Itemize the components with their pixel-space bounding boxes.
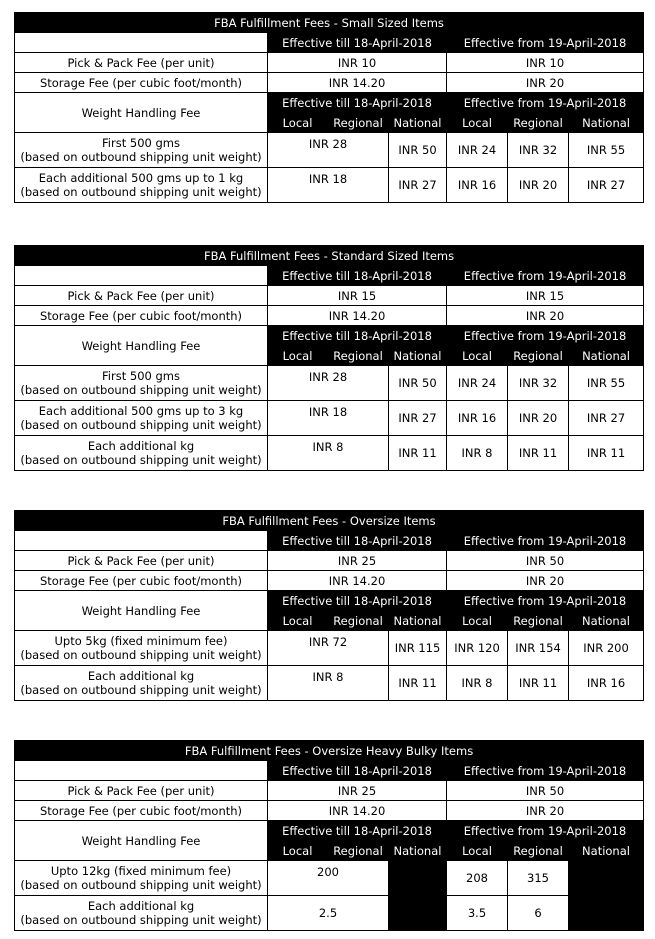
weight-row-label bbox=[15, 436, 268, 471]
from-regional-value: INR 32 bbox=[508, 133, 569, 168]
header-national: National bbox=[569, 346, 644, 366]
pick-pack-from-value: INR 10 bbox=[447, 53, 644, 73]
header-local: Local bbox=[268, 346, 328, 366]
till-national-value: INR 11 bbox=[389, 666, 447, 701]
header-national: National bbox=[569, 611, 644, 631]
weight-row-note: (based on outbound shipping unit weight) bbox=[20, 878, 262, 892]
weight-row-label bbox=[15, 631, 268, 666]
header-effective-from: Effective from 19-April-2018 bbox=[447, 33, 644, 53]
from-local-value: INR 120 bbox=[447, 631, 508, 666]
header-national: National bbox=[389, 346, 447, 366]
header-regional: Regional bbox=[328, 346, 389, 366]
pick-pack-from-value: INR 50 bbox=[447, 781, 644, 801]
small-items-fee-table bbox=[14, 12, 644, 203]
till-national-unavailable bbox=[389, 861, 447, 931]
from-national-unavailable bbox=[569, 861, 644, 931]
header-effective-till: Effective till 18-April-2018 bbox=[268, 326, 447, 346]
from-national-value: INR 55 bbox=[569, 133, 644, 168]
pick-pack-from-value: INR 15 bbox=[447, 286, 644, 306]
storage-from-value: INR 20 bbox=[447, 306, 644, 326]
from-regional-value: 315 bbox=[508, 861, 569, 896]
till-national-value: INR 50 bbox=[389, 366, 447, 401]
from-local-value: INR 24 bbox=[447, 366, 508, 401]
weight-row-title: Upto 12kg (fixed minimum fee) bbox=[50, 864, 232, 878]
till-local-regional-value: INR 18 bbox=[268, 401, 389, 436]
header-regional: Regional bbox=[508, 346, 569, 366]
table-title: FBA Fulfillment Fees - Oversize Items bbox=[15, 511, 644, 531]
storage-from-value: INR 20 bbox=[447, 73, 644, 93]
from-regional-value: INR 20 bbox=[508, 401, 569, 436]
header-national: National bbox=[389, 113, 447, 133]
header-effective-till: Effective till 18-April-2018 bbox=[268, 266, 447, 286]
pick-pack-from-value: INR 50 bbox=[447, 551, 644, 571]
header-effective-till: Effective till 18-April-2018 bbox=[268, 93, 447, 113]
from-local-value: INR 8 bbox=[447, 666, 508, 701]
blank-cell bbox=[15, 33, 268, 53]
till-local-regional-value: INR 8 bbox=[268, 436, 389, 471]
storage-till-value: INR 14.20 bbox=[268, 801, 447, 821]
header-national: National bbox=[569, 113, 644, 133]
header-effective-from: Effective from 19-April-2018 bbox=[447, 821, 644, 841]
till-local-regional-value: 2.5 bbox=[268, 896, 389, 931]
blank-cell bbox=[15, 531, 268, 551]
from-local-value: 208 bbox=[447, 861, 508, 896]
weight-row-note: (based on outbound shipping unit weight) bbox=[20, 150, 262, 164]
row-label-weight-handling: Weight Handling Fee bbox=[15, 821, 268, 861]
weight-row-note: (based on outbound shipping unit weight) bbox=[20, 185, 262, 199]
from-regional-value: INR 11 bbox=[508, 666, 569, 701]
from-national-value: INR 200 bbox=[569, 631, 644, 666]
row-label-storage: Storage Fee (per cubic foot/month) bbox=[15, 801, 268, 821]
weight-row-note: (based on outbound shipping unit weight) bbox=[20, 453, 262, 467]
pick-pack-till-value: INR 15 bbox=[268, 286, 447, 306]
till-national-value: INR 50 bbox=[389, 133, 447, 168]
from-national-value: INR 27 bbox=[569, 168, 644, 203]
from-national-value: INR 55 bbox=[569, 366, 644, 401]
pick-pack-till-value: INR 25 bbox=[268, 781, 447, 801]
header-local: Local bbox=[268, 841, 328, 861]
from-national-value: INR 16 bbox=[569, 666, 644, 701]
table-title: FBA Fulfillment Fees - Small Sized Items bbox=[15, 13, 644, 33]
header-local: Local bbox=[268, 611, 328, 631]
till-national-value: INR 11 bbox=[389, 436, 447, 471]
weight-row-label bbox=[15, 401, 268, 436]
till-local-regional-value: INR 72 bbox=[268, 631, 389, 666]
weight-row-title: Upto 5kg (fixed minimum fee) bbox=[54, 634, 228, 648]
till-local-regional-value: INR 18 bbox=[268, 168, 389, 203]
storage-from-value: INR 20 bbox=[447, 801, 644, 821]
blank-cell bbox=[15, 266, 268, 286]
header-regional: Regional bbox=[508, 841, 569, 861]
storage-from-value: INR 20 bbox=[447, 571, 644, 591]
storage-till-value: INR 14.20 bbox=[268, 73, 447, 93]
weight-row-note: (based on outbound shipping unit weight) bbox=[20, 913, 262, 927]
row-label-weight-handling: Weight Handling Fee bbox=[15, 93, 268, 133]
till-national-value: INR 27 bbox=[389, 168, 447, 203]
from-national-value: INR 11 bbox=[569, 436, 644, 471]
header-effective-from: Effective from 19-April-2018 bbox=[447, 326, 644, 346]
till-local-regional-value: INR 28 bbox=[268, 133, 389, 168]
header-local: Local bbox=[447, 841, 508, 861]
till-local-regional-value: 200 bbox=[268, 861, 389, 896]
from-regional-value: INR 20 bbox=[508, 168, 569, 203]
weight-row-note: (based on outbound shipping unit weight) bbox=[20, 418, 262, 432]
row-label-storage: Storage Fee (per cubic foot/month) bbox=[15, 73, 268, 93]
from-local-value: INR 24 bbox=[447, 133, 508, 168]
header-effective-from: Effective from 19-April-2018 bbox=[447, 761, 644, 781]
weight-row-title: Each additional kg bbox=[87, 439, 195, 453]
till-local-regional-value: INR 28 bbox=[268, 366, 389, 401]
header-effective-till: Effective till 18-April-2018 bbox=[268, 761, 447, 781]
header-local: Local bbox=[447, 611, 508, 631]
header-effective-till: Effective till 18-April-2018 bbox=[268, 821, 447, 841]
header-effective-till: Effective till 18-April-2018 bbox=[268, 591, 447, 611]
from-regional-value: INR 11 bbox=[508, 436, 569, 471]
row-label-pick-pack: Pick & Pack Fee (per unit) bbox=[15, 781, 268, 801]
header-national: National bbox=[569, 841, 644, 861]
header-regional: Regional bbox=[508, 113, 569, 133]
weight-row-title: Each additional 500 gms up to 1 kg bbox=[38, 171, 244, 185]
header-national: National bbox=[389, 841, 447, 861]
weight-row-title: Each additional kg bbox=[87, 669, 195, 683]
till-national-value: INR 27 bbox=[389, 401, 447, 436]
header-effective-from: Effective from 19-April-2018 bbox=[447, 591, 644, 611]
from-regional-value: 6 bbox=[508, 896, 569, 931]
weight-row-label bbox=[15, 896, 268, 931]
from-local-value: INR 16 bbox=[447, 401, 508, 436]
weight-row-label bbox=[15, 861, 268, 896]
weight-row-label bbox=[15, 666, 268, 701]
header-effective-from: Effective from 19-April-2018 bbox=[447, 266, 644, 286]
weight-row-title: Each additional kg bbox=[87, 899, 195, 913]
header-national: National bbox=[389, 611, 447, 631]
till-national-value: INR 115 bbox=[389, 631, 447, 666]
till-local-regional-value: INR 8 bbox=[268, 666, 389, 701]
header-regional: Regional bbox=[328, 113, 389, 133]
weight-row-title: First 500 gms bbox=[102, 136, 180, 150]
header-local: Local bbox=[268, 113, 328, 133]
pick-pack-till-value: INR 25 bbox=[268, 551, 447, 571]
row-label-weight-handling: Weight Handling Fee bbox=[15, 591, 268, 631]
weight-row-note: (based on outbound shipping unit weight) bbox=[20, 648, 262, 662]
table-title: FBA Fulfillment Fees - Standard Sized Items bbox=[15, 246, 644, 266]
from-local-value: INR 8 bbox=[447, 436, 508, 471]
row-label-storage: Storage Fee (per cubic foot/month) bbox=[15, 571, 268, 591]
weight-row-label bbox=[15, 133, 268, 168]
header-effective-from: Effective from 19-April-2018 bbox=[447, 93, 644, 113]
heavy-bulky-items-fee-table bbox=[14, 740, 644, 931]
from-regional-value: INR 154 bbox=[508, 631, 569, 666]
row-label-pick-pack: Pick & Pack Fee (per unit) bbox=[15, 551, 268, 571]
from-local-value: INR 16 bbox=[447, 168, 508, 203]
storage-till-value: INR 14.20 bbox=[268, 306, 447, 326]
header-local: Local bbox=[447, 113, 508, 133]
weight-row-note: (based on outbound shipping unit weight) bbox=[20, 383, 262, 397]
weight-row-note: (based on outbound shipping unit weight) bbox=[20, 683, 262, 697]
pick-pack-till-value: INR 10 bbox=[268, 53, 447, 73]
storage-till-value: INR 14.20 bbox=[268, 571, 447, 591]
header-regional: Regional bbox=[328, 841, 389, 861]
oversize-items-fee-table bbox=[14, 510, 644, 701]
header-local: Local bbox=[447, 346, 508, 366]
blank-cell bbox=[15, 761, 268, 781]
weight-row-title: First 500 gms bbox=[102, 369, 180, 383]
from-local-value: 3.5 bbox=[447, 896, 508, 931]
header-regional: Regional bbox=[328, 611, 389, 631]
table-title: FBA Fulfillment Fees - Oversize Heavy Bulky Items bbox=[15, 741, 644, 761]
weight-row-label bbox=[15, 168, 268, 203]
header-effective-from: Effective from 19-April-2018 bbox=[447, 531, 644, 551]
header-effective-till: Effective till 18-April-2018 bbox=[268, 531, 447, 551]
from-national-value: INR 27 bbox=[569, 401, 644, 436]
header-effective-till: Effective till 18-April-2018 bbox=[268, 33, 447, 53]
standard-items-fee-table bbox=[14, 245, 644, 471]
weight-row-label bbox=[15, 366, 268, 401]
row-label-pick-pack: Pick & Pack Fee (per unit) bbox=[15, 53, 268, 73]
header-regional: Regional bbox=[508, 611, 569, 631]
row-label-weight-handling: Weight Handling Fee bbox=[15, 326, 268, 366]
weight-row-title: Each additional 500 gms up to 3 kg bbox=[38, 404, 244, 418]
from-regional-value: INR 32 bbox=[508, 366, 569, 401]
row-label-pick-pack: Pick & Pack Fee (per unit) bbox=[15, 286, 268, 306]
row-label-storage: Storage Fee (per cubic foot/month) bbox=[15, 306, 268, 326]
